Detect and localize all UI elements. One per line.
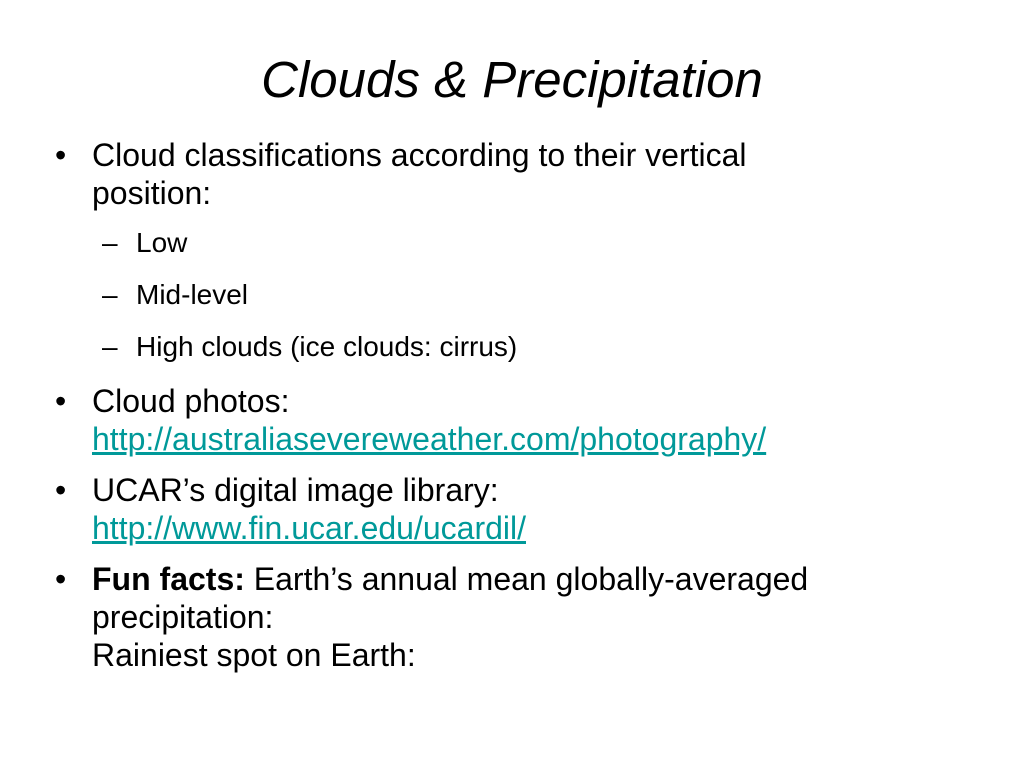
sub-bullet-list	[92, 226, 1005, 364]
fun-facts-label: Fun facts:	[92, 561, 245, 597]
sub-bullet-mid-level	[55, 278, 1005, 312]
bullet-cloud-classifications	[55, 136, 1005, 364]
ucar-library-link[interactable]: http://www.fin.ucar.edu/ucardil/	[92, 510, 526, 546]
bullet-text: Earth’s annual mean globally-averaged	[244, 561, 809, 597]
dash-icon: –	[102, 279, 118, 310]
bullet-list	[55, 136, 1005, 687]
dash-icon: –	[102, 331, 118, 362]
bullet-text: position:	[92, 175, 212, 211]
bullet-text: precipitation:	[92, 599, 274, 635]
dash-icon: –	[102, 227, 118, 258]
sub-bullet-text: High clouds (ice clouds: cirrus)	[136, 331, 518, 362]
sub-bullet-high-clouds	[55, 330, 1005, 364]
bullet-text: UCAR’s digital image library:	[92, 472, 499, 508]
bullet-text: Cloud classifications according to their vertical	[92, 137, 747, 173]
bullet-fun-facts	[55, 560, 1005, 674]
bullet-icon: •	[55, 472, 67, 508]
bullet-cloud-photos	[55, 382, 1005, 458]
sub-bullet-low	[55, 226, 1005, 260]
bullet-icon: •	[55, 137, 67, 173]
bullet-text: Cloud photos:	[92, 383, 290, 419]
sub-bullet-text: Mid-level	[136, 279, 249, 310]
bullet-icon: •	[55, 383, 67, 419]
bullet-text-line	[92, 560, 1005, 598]
bullet-icon: •	[55, 561, 67, 597]
sub-bullet-text: Low	[136, 227, 188, 258]
bullet-ucar-library	[55, 471, 1005, 547]
slide-title: Clouds & Precipitation	[261, 51, 763, 108]
bullet-text: Rainiest spot on Earth:	[92, 637, 416, 673]
cloud-photos-link[interactable]: http://australiasevereweather.com/photography/	[92, 421, 767, 457]
